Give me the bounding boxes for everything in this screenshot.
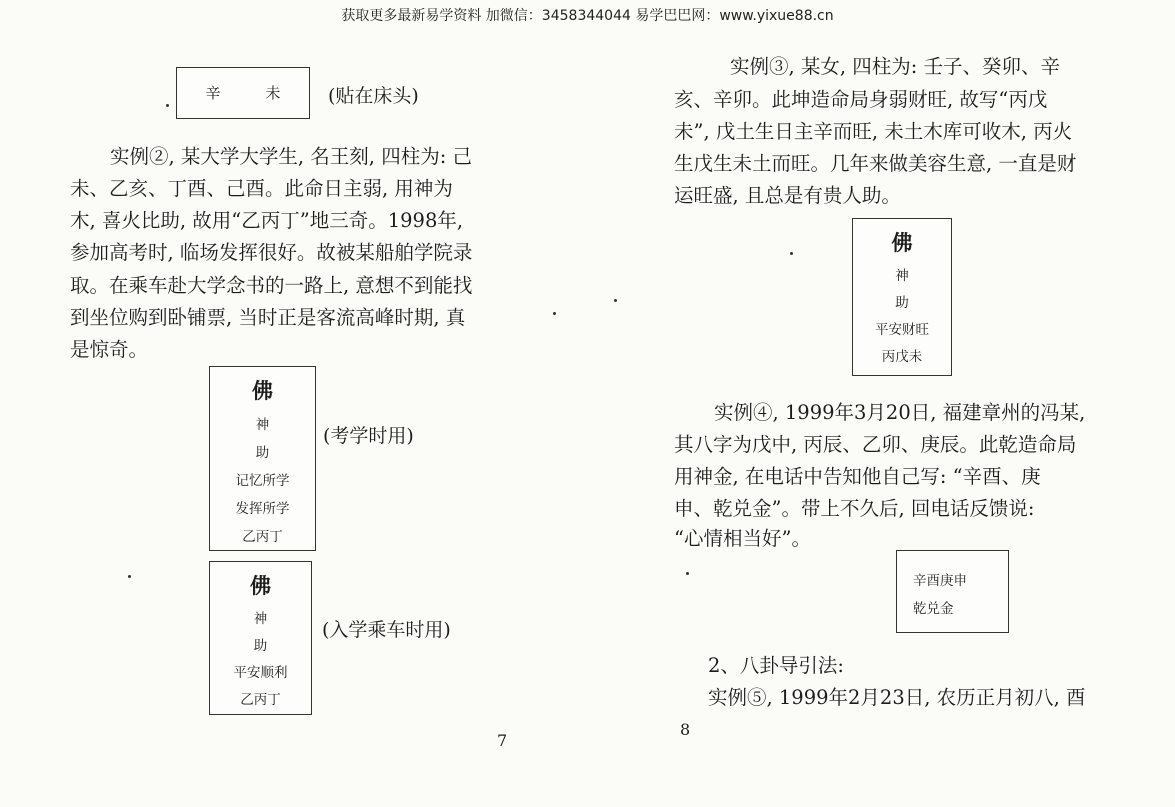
example-3-line: 亥、辛卯。此坤造命局身弱财旺, 故写“丙戊 — [674, 88, 1048, 111]
talisman-line: 乾兑金 — [913, 601, 954, 617]
scan-speck — [614, 299, 617, 302]
talisman-line: 助 — [255, 445, 270, 461]
page-number: 8 — [680, 720, 691, 739]
example-3-line: 运旺盛, 且总是有贵人助。 — [674, 184, 901, 207]
scan-speck — [553, 312, 556, 315]
gold-talisman — [896, 550, 1009, 633]
talisman-line: 平安财旺 — [875, 322, 929, 338]
travel-talisman — [209, 561, 312, 715]
example-3-line: 实例③, 某女, 四柱为: 壬子、癸卯、辛 — [730, 55, 1061, 78]
example-4-line: 申、乾兑金”。带上不久后, 回电话反馈说: — [674, 497, 1035, 520]
buddha-char: 佛 — [252, 378, 273, 403]
talisman-char-2: 未 — [265, 84, 281, 102]
talisman-line: 平安顺利 — [233, 665, 288, 681]
talisman-char-1: 辛 — [205, 84, 221, 102]
talisman-line: 乙丙丁 — [240, 692, 281, 708]
example-4-line: 用神金, 在电话中告知他自己写: “辛酉、庚 — [674, 465, 1041, 488]
buddha-char: 佛 — [891, 230, 913, 255]
scan-speck — [686, 572, 689, 575]
section-2-heading: 2、八卦导引法: — [708, 654, 844, 677]
example-2-line: 实例②, 某大学大学生, 名王刻, 四柱为: 己 — [110, 145, 472, 168]
exam-caption: (考学时用) — [323, 425, 414, 447]
example-2-line: 到坐位购到卧铺票, 当时正是客流高峰时期, 真 — [70, 306, 466, 329]
exam-talisman — [209, 366, 316, 551]
bedside-talisman — [176, 67, 310, 119]
example-3-line: 生戊生未土而旺。几年来做美容生意, 一直是财 — [674, 152, 1077, 175]
talisman-line: 助 — [253, 638, 268, 654]
talisman-line: 发挥所学 — [235, 501, 290, 517]
talisman-line: 神 — [255, 417, 270, 433]
talisman-line: 神 — [895, 268, 909, 284]
right-page — [590, 0, 1175, 807]
example-2-line: 取。在乘车赴大学念书的一路上, 意想不到能找 — [70, 274, 473, 297]
scan-speck — [790, 252, 793, 255]
scan-speck — [128, 575, 131, 578]
example-2-line: 是惊奇。 — [70, 338, 149, 361]
travel-caption: (入学乘车时用) — [322, 619, 451, 641]
talisman-line: 助 — [895, 295, 909, 311]
example-4-line: “心情相当好”。 — [674, 527, 811, 550]
buddha-char: 佛 — [250, 573, 271, 598]
page-number: 7 — [497, 731, 508, 750]
example-4-line: 其八字为戊中, 丙辰、乙卯、庚辰。此乾造命局 — [674, 433, 1077, 456]
example-2-line: 参加高考时, 临场发挥很好。故被某船舶学院录 — [70, 241, 473, 264]
example-4-line: 实例④, 1999年3月20日, 福建章州的冯某, — [714, 401, 1086, 424]
bedside-caption: (贴在床头) — [328, 85, 419, 107]
example-5-line: 实例⑤, 1999年2月23日, 农历正月初八, 酉 — [708, 686, 1086, 709]
talisman-line: 丙戊未 — [881, 349, 923, 365]
talisman-line: 辛酉庚申 — [913, 573, 967, 589]
example-2-line: 未、乙亥、丁酉、己酉。此命日主弱, 用神为 — [70, 177, 453, 200]
talisman-line: 乙丙丁 — [242, 529, 283, 545]
talisman-line: 记忆所学 — [235, 473, 290, 489]
fortune-talisman — [852, 218, 952, 376]
talisman-line: 神 — [253, 611, 268, 627]
site-header: 获取更多最新易学资料 加微信：3458344044 易学巴巴网：www.yixue88.cn — [341, 8, 834, 24]
scan-speck — [166, 104, 169, 107]
example-3-line: 未”, 戊土生日主辛而旺, 未土木库可收木, 丙火 — [674, 120, 1073, 143]
example-2-line: 木, 喜火比助, 故用“乙丙丁”地三奇。1998年, — [70, 209, 464, 232]
